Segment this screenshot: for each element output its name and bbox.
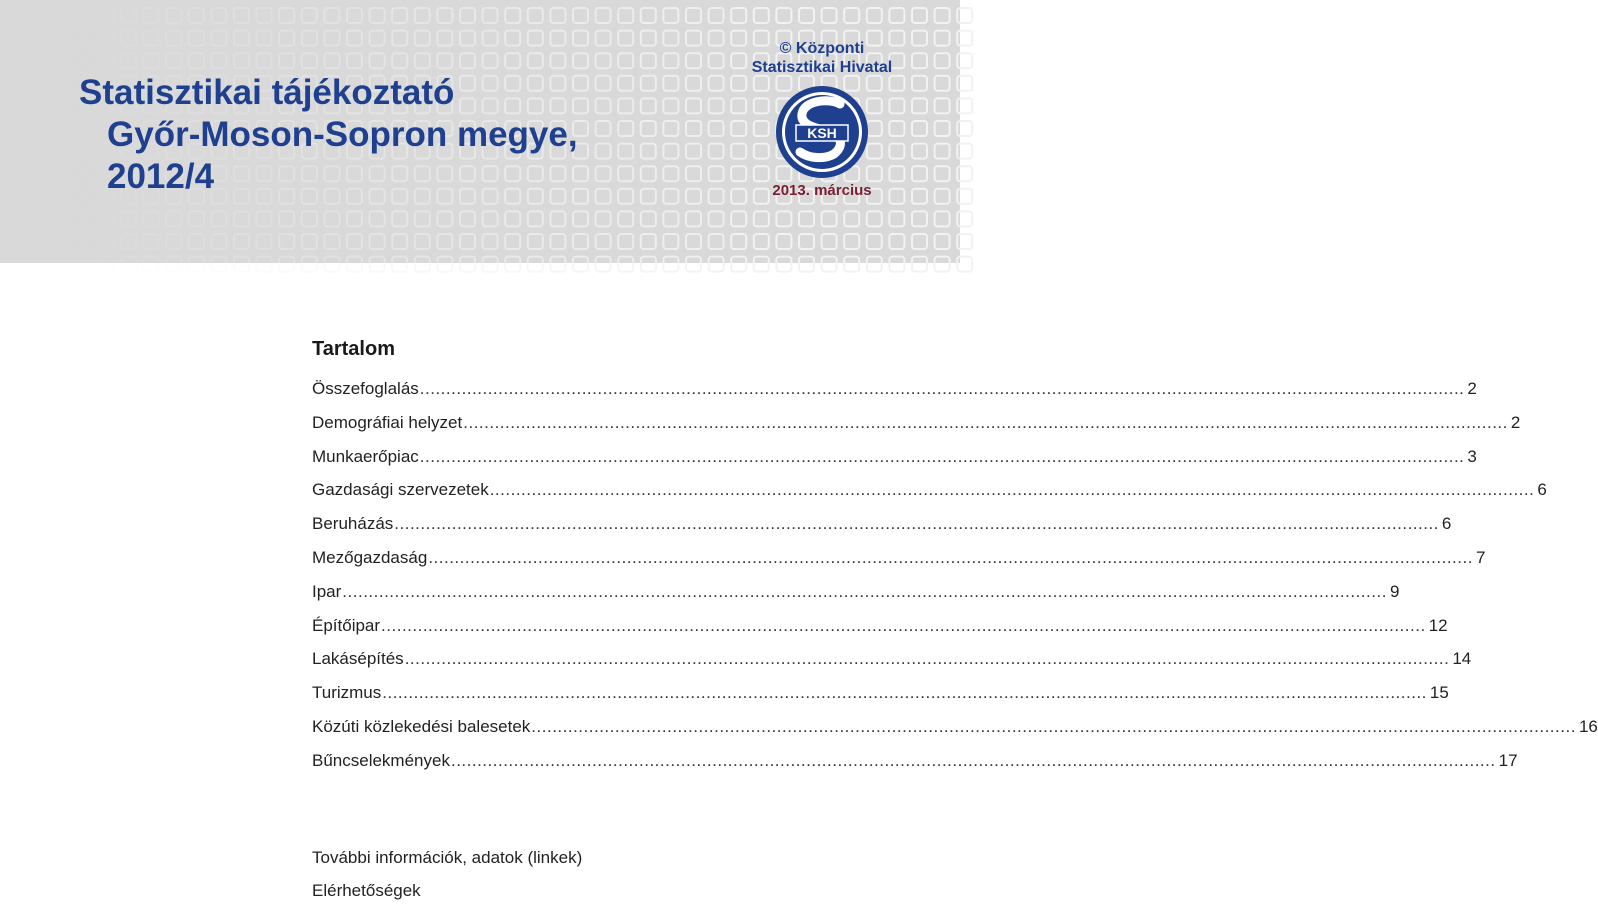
toc-leader-dots: ........................................................................................................................................................................................................ [531,716,1576,736]
table-of-contents [312,338,1598,785]
cover-header [0,0,960,263]
toc-leader-dots: ........................................................................................................................................................................................................ [342,581,1387,601]
toc-entry-page: 9 [1389,581,1400,601]
toc-entry-label: Turizmus [312,683,382,703]
toc-entry[interactable] [312,683,1449,717]
contacts-link[interactable]: Elérhetőségek [312,881,421,900]
toc-leader-dots: ........................................................................................................................................................................................................ [450,750,1496,770]
toc-entry-page: 14 [1452,649,1472,669]
ksh-logo-icon [774,84,870,180]
toc-entry[interactable] [312,480,1547,514]
toc-leader-dots: ........................................................................................................................................................................................................ [382,683,1427,703]
toc-entry-page: 16 [1578,716,1598,736]
toc-entry-label: Ipar [312,581,342,601]
toc-leader-dots: ........................................................................................................................................................................................................ [419,446,1465,466]
footer-links [312,848,582,914]
toc-leader-dots: ........................................................................................................................................................................................................ [381,615,1426,635]
toc-leader-dots: ........................................................................................................................................................................................................ [404,649,1450,669]
toc-entry-label: Építőipar [312,615,381,635]
title-line-1: Statisztikai tájékoztató [79,73,455,112]
toc-entry[interactable] [312,446,1477,481]
toc-entry-page: 6 [1441,514,1452,534]
toc-entry-page: 12 [1428,615,1448,635]
toc-entry-page: 3 [1467,446,1477,466]
toc-entry-page: 6 [1537,480,1547,500]
toc-entry-label: Lakásépítés [312,649,404,669]
toc-entry-page: 2 [1467,379,1477,398]
toc-entry-label: Mezőgazdaság [312,547,428,567]
toc-leader-dots: ........................................................................................................................................................................................................ [428,547,1473,567]
publisher-line-2: Statisztikai Hivatal [751,59,893,76]
toc-entry-label: Demográfiai helyzet [312,412,463,432]
toc-leader-dots: ........................................................................................................................................................................................................ [419,379,1465,398]
toc-entry[interactable] [312,379,1477,413]
document-title [79,72,578,198]
toc-leader-dots: ........................................................................................................................................................................................................ [394,514,1439,534]
publication-date: 2013. március [772,182,872,199]
toc-entry[interactable] [312,547,1486,582]
toc-entry-label: Közúti közlekedési balesetek [312,716,531,736]
svg-text:KSH: KSH [807,125,837,141]
toc-leader-dots: ........................................................................................................................................................................................................ [463,412,1508,432]
toc-entry-label: Beruházás [312,514,394,534]
more-info-link[interactable]: További információk, adatok (linkek) [312,848,583,867]
publisher-block [742,40,902,199]
title-line-2: Győr-Moson-Sopron megye, [107,115,578,154]
toc-entry[interactable] [312,649,1472,683]
toc-list [312,379,1598,785]
toc-entry-label: Összefoglalás [312,379,419,398]
toc-entry-page: 17 [1498,750,1518,770]
toc-entry[interactable] [312,581,1400,616]
toc-entry[interactable] [312,514,1452,548]
toc-entry[interactable] [312,750,1518,785]
toc-entry-page: 15 [1429,683,1449,703]
toc-heading: Tartalom [312,338,395,360]
publisher-line-1: © Központi [779,40,865,57]
toc-entry[interactable] [312,716,1598,751]
toc-leader-dots: ........................................................................................................................................................................................................ [489,480,1535,500]
toc-entry-label: Gazdasági szervezetek [312,480,489,500]
title-line-3: 2012/4 [107,157,215,196]
toc-entry[interactable] [312,615,1448,650]
toc-entry-page: 2 [1510,412,1521,432]
toc-entry[interactable] [312,412,1521,447]
toc-entry-label: Munkaerőpiac [312,446,419,466]
toc-entry-label: Bűncselekmények [312,750,450,770]
toc-entry-page: 7 [1475,547,1486,567]
